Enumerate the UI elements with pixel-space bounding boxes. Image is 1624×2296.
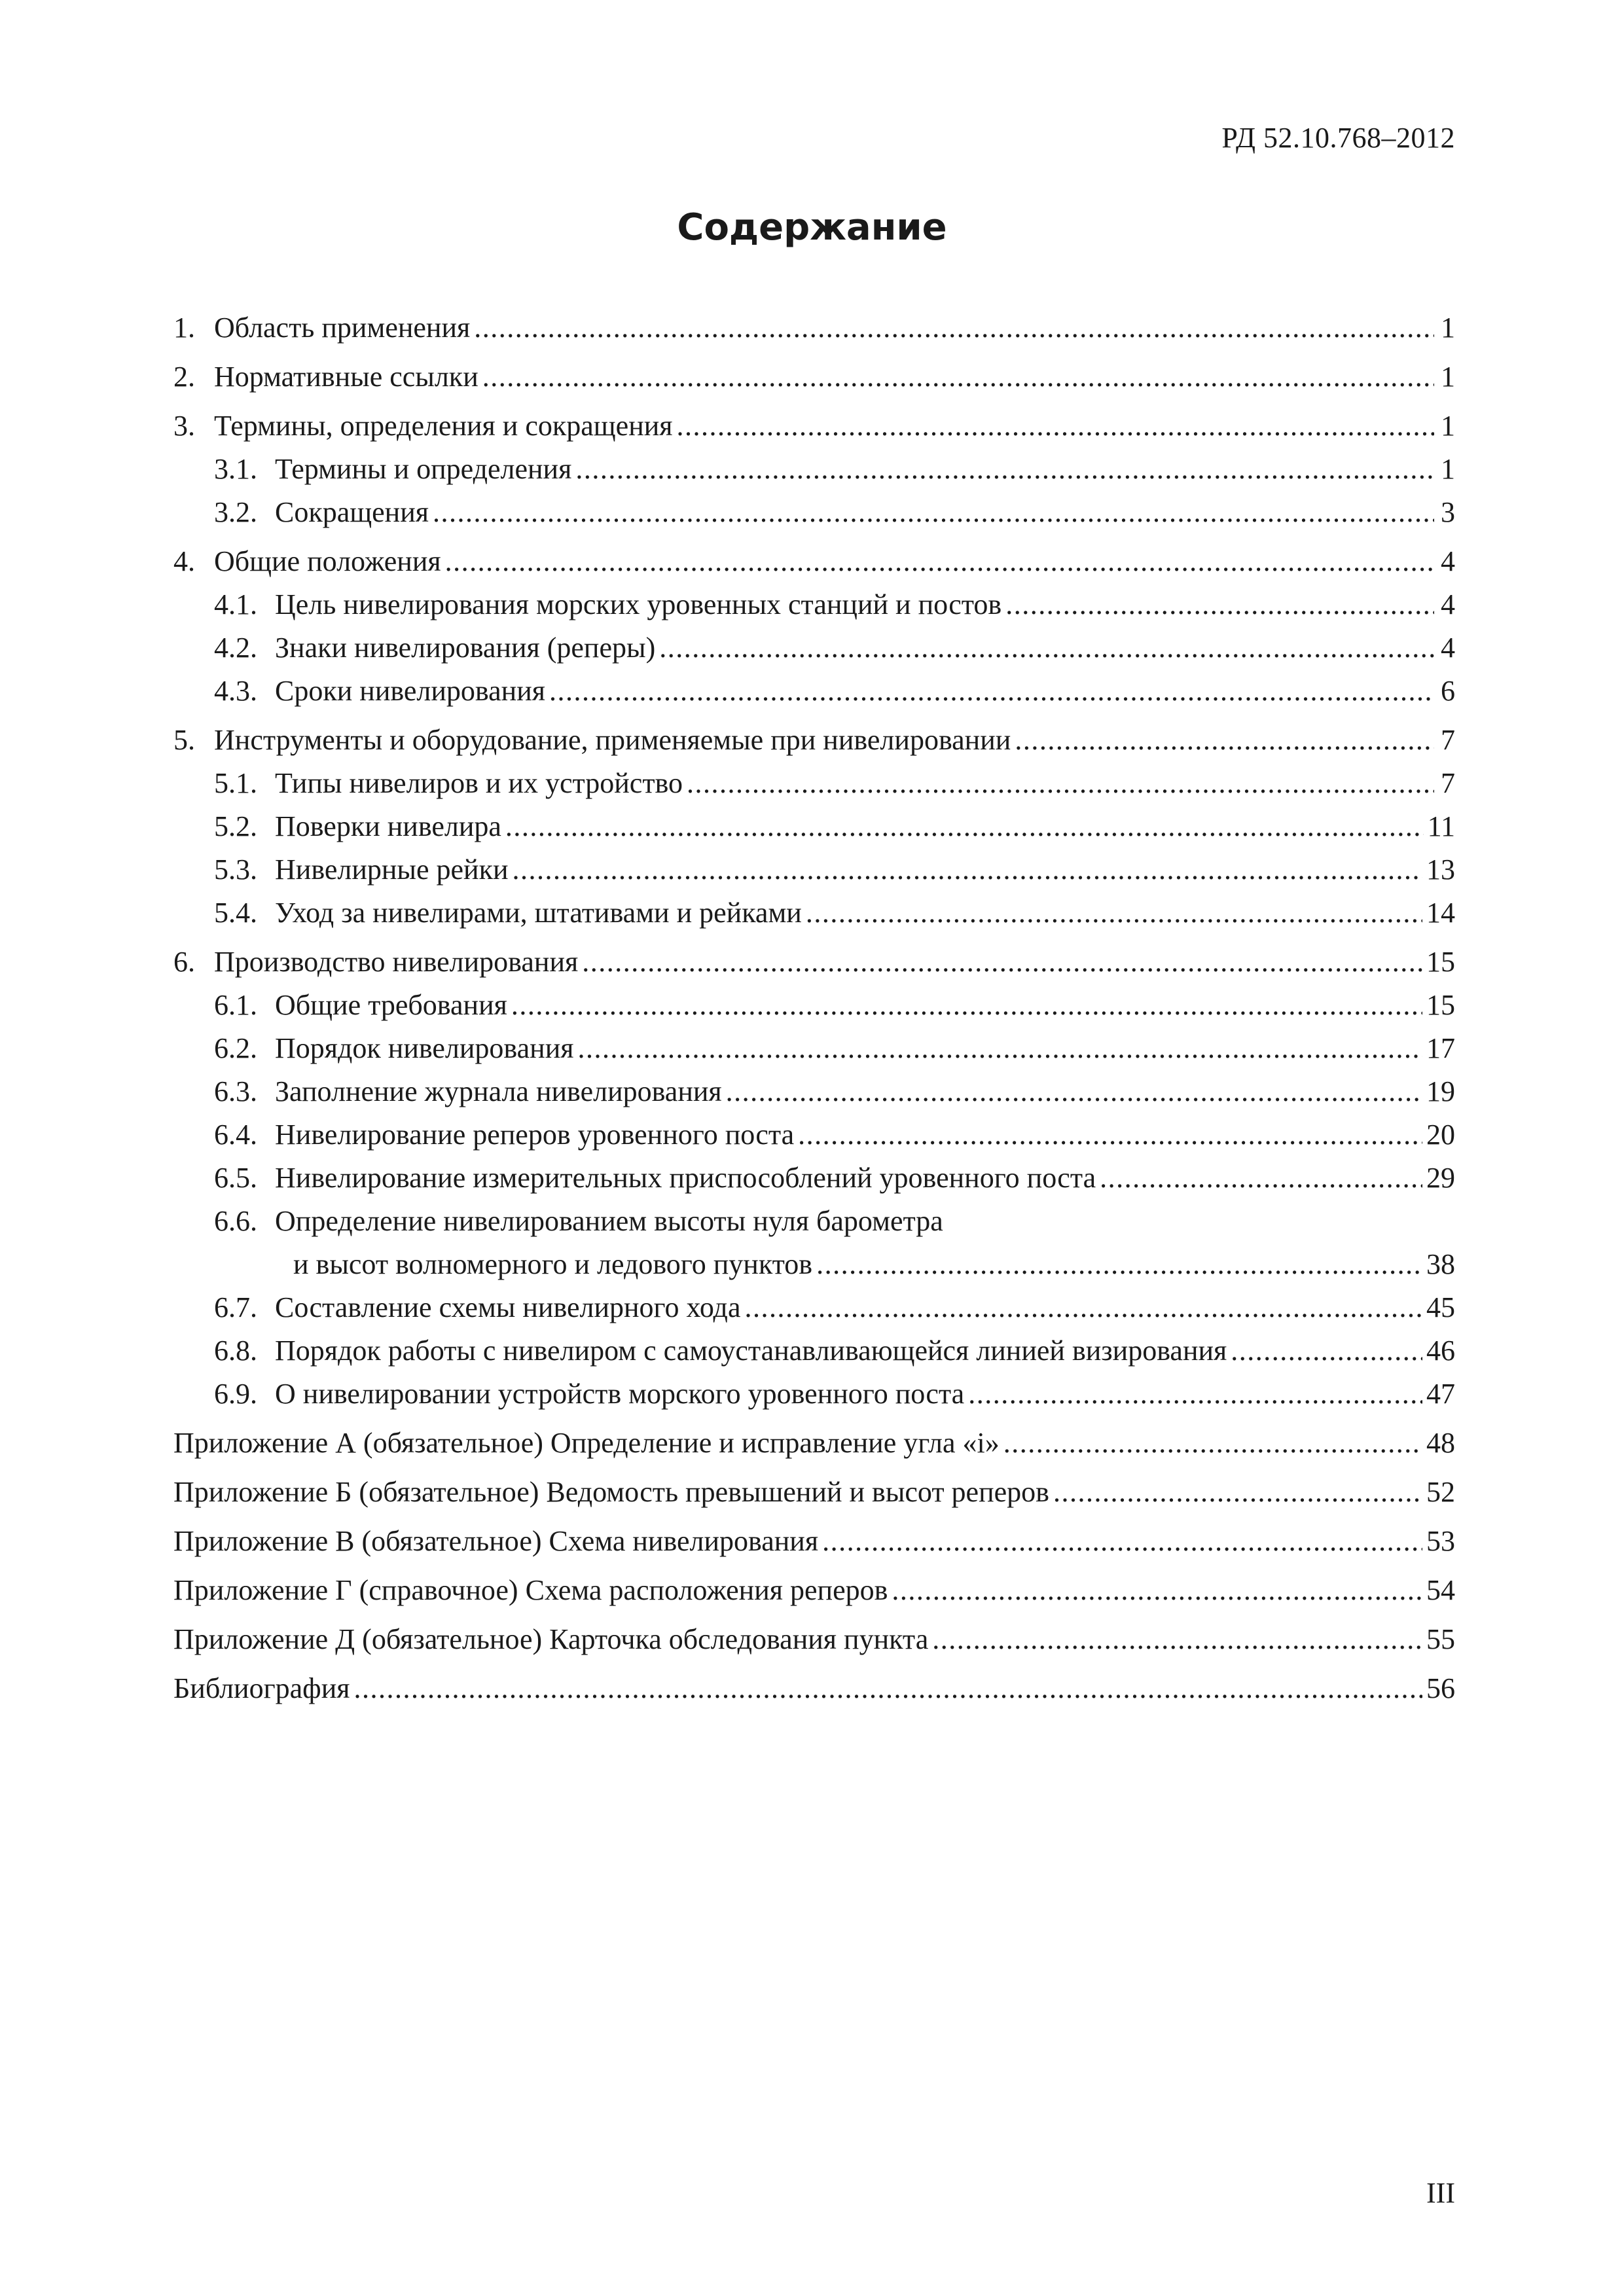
dot-leader xyxy=(932,1618,1422,1661)
toc-entry-page: 54 xyxy=(1426,1574,1455,1606)
toc-entry-page: 52 xyxy=(1426,1476,1455,1508)
toc-entry-page: 15 xyxy=(1426,946,1455,978)
toc-entry[interactable] xyxy=(173,1667,1455,1710)
toc-entry-page: 19 xyxy=(1426,1075,1455,1107)
dot-leader xyxy=(816,1243,1422,1286)
toc-entry-page: 46 xyxy=(1426,1335,1455,1367)
dot-leader xyxy=(1005,583,1434,626)
toc-entry-page: 6 xyxy=(1441,675,1455,707)
toc-entry-page: 4 xyxy=(1441,588,1455,620)
dot-leader xyxy=(687,762,1434,805)
toc-entry-page: 56 xyxy=(1426,1672,1455,1704)
dot-leader xyxy=(1015,719,1434,762)
toc-entry-number: 6.1. xyxy=(214,989,257,1021)
toc-entry[interactable] xyxy=(173,448,1455,491)
toc-entry-label: Порядок нивелирования xyxy=(275,1032,574,1064)
toc-entry[interactable] xyxy=(173,891,1455,935)
dot-leader xyxy=(433,491,1434,534)
dot-leader xyxy=(505,805,1424,848)
document-code: РД 52.10.768–2012 xyxy=(1221,122,1455,154)
toc-entry-number: 5.4. xyxy=(214,897,257,929)
toc-entry-page: 7 xyxy=(1441,767,1455,799)
page-number: III xyxy=(1426,2177,1455,2209)
toc-entry-page: 48 xyxy=(1426,1427,1455,1459)
dot-leader xyxy=(968,1372,1422,1416)
toc-entry-label: Термины и определения xyxy=(275,453,572,485)
dot-leader xyxy=(1003,1422,1422,1465)
toc-entry[interactable] xyxy=(173,583,1455,626)
toc-entry[interactable] xyxy=(173,1372,1455,1416)
toc-entry-label: Определение нивелированием высоты нуля барометра xyxy=(275,1205,943,1237)
toc-entry-page: 20 xyxy=(1426,1119,1455,1151)
toc-entry[interactable] xyxy=(173,1520,1455,1563)
toc-entry-number: 6. xyxy=(173,946,195,978)
toc-entry-label: Цель нивелирования морских уровенных станций и постов xyxy=(275,588,1002,620)
toc-entry-page: 4 xyxy=(1441,632,1455,664)
toc-entry[interactable] xyxy=(173,306,1455,350)
toc-entry[interactable] xyxy=(173,941,1455,984)
toc-entry-page: 4 xyxy=(1441,545,1455,577)
toc-entry-number: 6.8. xyxy=(214,1335,257,1367)
toc-entry[interactable] xyxy=(173,805,1455,848)
toc-entry[interactable] xyxy=(173,1286,1455,1329)
toc-entry-number: 3.2. xyxy=(214,496,257,528)
toc-entry-page: 17 xyxy=(1426,1032,1455,1064)
toc-entry[interactable] xyxy=(173,1329,1455,1372)
dot-leader xyxy=(582,941,1422,984)
toc-entry[interactable] xyxy=(173,762,1455,805)
toc-entry-label: О нивелировании устройств морского уровенного поста xyxy=(275,1378,965,1410)
toc-entry-label: Инструменты и оборудование, применяемые при нивелировании xyxy=(214,724,1011,756)
toc-entry-page: 1 xyxy=(1441,453,1455,485)
toc-entry[interactable] xyxy=(173,719,1455,762)
toc-entry-page: 11 xyxy=(1427,810,1455,842)
toc-entry-number: 6.6. xyxy=(214,1205,257,1237)
toc-entry[interactable] xyxy=(173,1200,1455,1286)
toc-entry[interactable] xyxy=(173,1569,1455,1612)
toc-entry-page: 1 xyxy=(1441,312,1455,344)
toc-entry-number: 4. xyxy=(173,545,195,577)
dot-leader xyxy=(575,448,1434,491)
toc-entry-number: 3.1. xyxy=(214,453,257,485)
toc-entry-number: 6.2. xyxy=(214,1032,257,1064)
dot-leader xyxy=(511,984,1422,1027)
dot-leader xyxy=(798,1113,1422,1157)
toc-entry-label: Область применения xyxy=(214,312,471,344)
dot-leader xyxy=(659,626,1434,670)
page-title: Содержание xyxy=(677,206,947,249)
toc-entry-page: 7 xyxy=(1441,724,1455,756)
toc-entry[interactable] xyxy=(173,491,1455,534)
toc-entry-label: Сокращения xyxy=(275,496,429,528)
toc-entry-label: Производство нивелирования xyxy=(214,946,579,978)
toc-entry-label: Поверки нивелира xyxy=(275,810,501,842)
toc-entry-number: 6.7. xyxy=(214,1291,257,1323)
dot-leader xyxy=(353,1667,1422,1710)
toc-entry-number: 4.2. xyxy=(214,632,257,664)
dot-leader xyxy=(822,1520,1422,1563)
dot-leader xyxy=(677,404,1434,448)
toc-entry-label: Термины, определения и сокращения xyxy=(214,410,673,442)
toc-entry[interactable] xyxy=(173,848,1455,891)
dot-leader xyxy=(482,355,1434,399)
toc-entry-label: Нивелирование реперов уровенного поста xyxy=(275,1119,795,1151)
toc-entry[interactable] xyxy=(173,1471,1455,1514)
toc-entry-label: Приложение Д (обязательное) Карточка обследования пункта xyxy=(173,1623,929,1655)
toc-entry-label: Библиография xyxy=(173,1672,350,1704)
toc-entry-label: Уход за нивелирами, штативами и рейками xyxy=(275,897,802,929)
toc-entry-label: Общие положения xyxy=(214,545,441,577)
toc-entry-number: 5. xyxy=(173,724,195,756)
toc-entry-label: Приложение Б (обязательное) Ведомость превышений и высот реперов xyxy=(173,1476,1049,1508)
toc-entry[interactable] xyxy=(173,540,1455,583)
toc-entry-page: 29 xyxy=(1426,1162,1455,1194)
toc-entry-page: 3 xyxy=(1441,496,1455,528)
toc-entry-label: Нивелирные рейки xyxy=(275,853,509,886)
toc-entry[interactable] xyxy=(173,355,1455,399)
toc-entry-number: 6.3. xyxy=(214,1075,257,1107)
toc-entry-page: 13 xyxy=(1426,853,1455,886)
toc-entry-label-continued: и высот волномерного и ледового пунктов xyxy=(293,1248,813,1280)
toc-entry-number: 4.1. xyxy=(214,588,257,620)
toc-entry-number: 5.2. xyxy=(214,810,257,842)
toc-entry-page: 38 xyxy=(1426,1248,1455,1280)
toc-entry[interactable] xyxy=(173,670,1455,713)
dot-leader xyxy=(1100,1157,1422,1200)
toc-entry-page: 1 xyxy=(1441,410,1455,442)
toc-entry-number: 5.3. xyxy=(214,853,257,886)
toc-entry[interactable] xyxy=(173,1027,1455,1070)
toc-entry-label: Нормативные ссылки xyxy=(214,361,478,393)
toc-entry-label: Нивелирование измерительных приспособлений уровенного поста xyxy=(275,1162,1096,1194)
toc-entry-page: 55 xyxy=(1426,1623,1455,1655)
toc-entry[interactable] xyxy=(173,984,1455,1027)
toc-entry-number: 6.4. xyxy=(214,1119,257,1151)
toc-entry-page: 45 xyxy=(1426,1291,1455,1323)
toc-entry-label: Приложение А (обязательное) Определение и исправление угла «i» xyxy=(173,1427,1000,1459)
toc-entry-page: 47 xyxy=(1426,1378,1455,1410)
dot-leader xyxy=(445,540,1434,583)
toc-entry-page: 53 xyxy=(1426,1525,1455,1557)
dot-leader xyxy=(549,670,1434,713)
dot-leader xyxy=(726,1070,1422,1113)
dot-leader xyxy=(1231,1329,1422,1372)
table-of-contents xyxy=(173,306,1455,1710)
dot-leader xyxy=(577,1027,1422,1070)
toc-entry-label: Типы нивелиров и их устройство xyxy=(275,767,683,799)
dot-leader xyxy=(806,891,1422,935)
toc-entry-label: Заполнение журнала нивелирования xyxy=(275,1075,722,1107)
toc-entry-number: 5.1. xyxy=(214,767,257,799)
toc-entry-page: 1 xyxy=(1441,361,1455,393)
toc-entry-number: 3. xyxy=(173,410,195,442)
toc-entry-label: Общие требования xyxy=(275,989,507,1021)
toc-entry-label: Приложение Г (справочное) Схема расположения реперов xyxy=(173,1574,888,1606)
toc-entry[interactable] xyxy=(173,1113,1455,1157)
toc-entry-label: Сроки нивелирования xyxy=(275,675,545,707)
toc-entry[interactable] xyxy=(173,626,1455,670)
toc-entry-label: Знаки нивелирования (реперы) xyxy=(275,632,656,664)
toc-entry-label: Составление схемы нивелирного хода xyxy=(275,1291,741,1323)
toc-entry-number: 2. xyxy=(173,361,195,393)
dot-leader xyxy=(474,306,1434,350)
dot-leader xyxy=(1053,1471,1422,1514)
toc-entry-number: 1. xyxy=(173,312,195,344)
toc-entry[interactable] xyxy=(173,404,1455,448)
toc-entry[interactable] xyxy=(173,1618,1455,1661)
toc-entry[interactable] xyxy=(173,1157,1455,1200)
toc-entry[interactable] xyxy=(173,1070,1455,1113)
toc-entry-number: 4.3. xyxy=(214,675,257,707)
toc-entry[interactable] xyxy=(173,1422,1455,1465)
toc-entry-number: 6.9. xyxy=(214,1378,257,1410)
toc-entry-page: 14 xyxy=(1426,897,1455,929)
dot-leader xyxy=(744,1286,1422,1329)
toc-entry-page: 15 xyxy=(1426,989,1455,1021)
dot-leader xyxy=(892,1569,1422,1612)
dot-leader xyxy=(513,848,1422,891)
toc-entry-label: Порядок работы с нивелиром с самоустанавливающейся линией визирования xyxy=(275,1335,1227,1367)
toc-entry-number: 6.5. xyxy=(214,1162,257,1194)
toc-entry-label: Приложение В (обязательное) Схема нивелирования xyxy=(173,1525,819,1557)
